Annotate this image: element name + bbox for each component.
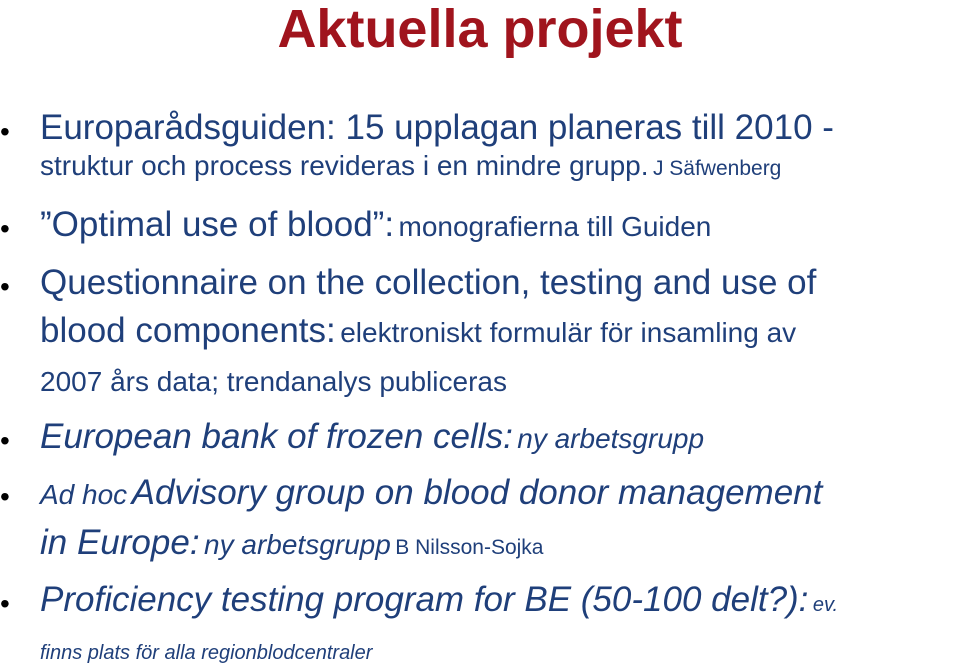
bullet-6-suffix: ev. bbox=[812, 594, 839, 616]
bullet-dot: • bbox=[0, 588, 10, 619]
bullet-5-line-2-rest: ny arbetsgrupp bbox=[204, 529, 391, 560]
bullet-4-main: European bank of frozen cells: bbox=[40, 417, 513, 456]
bullet-dot: • bbox=[0, 116, 10, 147]
bullet-1-line-2 bbox=[40, 152, 781, 180]
bullet-1-person: J Säfwenberg bbox=[652, 157, 782, 180]
bullet-6-main: Proficiency testing program for BE (50-100 delt?): bbox=[40, 580, 809, 619]
bullet-3-main: blood components: bbox=[40, 311, 336, 350]
bullet-5-person: B Nilsson-Sojka bbox=[395, 536, 544, 559]
bullet-dot: • bbox=[0, 481, 10, 512]
bullet-4-rest: ny arbetsgrupp bbox=[517, 423, 705, 454]
bullet-2-line-1 bbox=[40, 207, 711, 242]
bullet-3-line-2 bbox=[40, 313, 796, 348]
bullet-dot: • bbox=[0, 271, 10, 302]
bullet-4-line-1 bbox=[40, 419, 704, 454]
bullet-5-prefix: Ad hoc bbox=[40, 479, 128, 510]
bullet-dot: • bbox=[0, 213, 10, 244]
bullet-1-line-1: Europarådsguiden: 15 upplagan planeras till 2010 - bbox=[40, 108, 834, 147]
bullet-1-text: struktur och process revideras i en mindre grupp. bbox=[40, 150, 649, 181]
bullet-5-line-2 bbox=[40, 525, 544, 560]
bullet-2-rest: monografierna till Guiden bbox=[398, 211, 712, 242]
slide-title: Aktuella projekt bbox=[277, 0, 683, 59]
bullet-5-main: Advisory group on blood donor management bbox=[131, 473, 823, 512]
bullet-3-rest: elektroniskt formulär för insamling av bbox=[340, 317, 797, 348]
bullet-6-line-1 bbox=[40, 582, 838, 617]
bullet-5-line-2-main: in Europe: bbox=[40, 523, 200, 562]
bullet-3-line-3: 2007 års data; trendanalys publiceras bbox=[40, 366, 507, 397]
bullet-dot: • bbox=[0, 425, 10, 456]
bullet-3-line-1: Questionnaire on the collection, testing and use of bbox=[40, 263, 817, 302]
bullet-2-main: ”Optimal use of blood”: bbox=[40, 205, 395, 244]
bullet-6-line-2: finns plats för alla regionblodcentraler bbox=[40, 642, 373, 664]
bullet-5-line-1 bbox=[40, 475, 822, 510]
